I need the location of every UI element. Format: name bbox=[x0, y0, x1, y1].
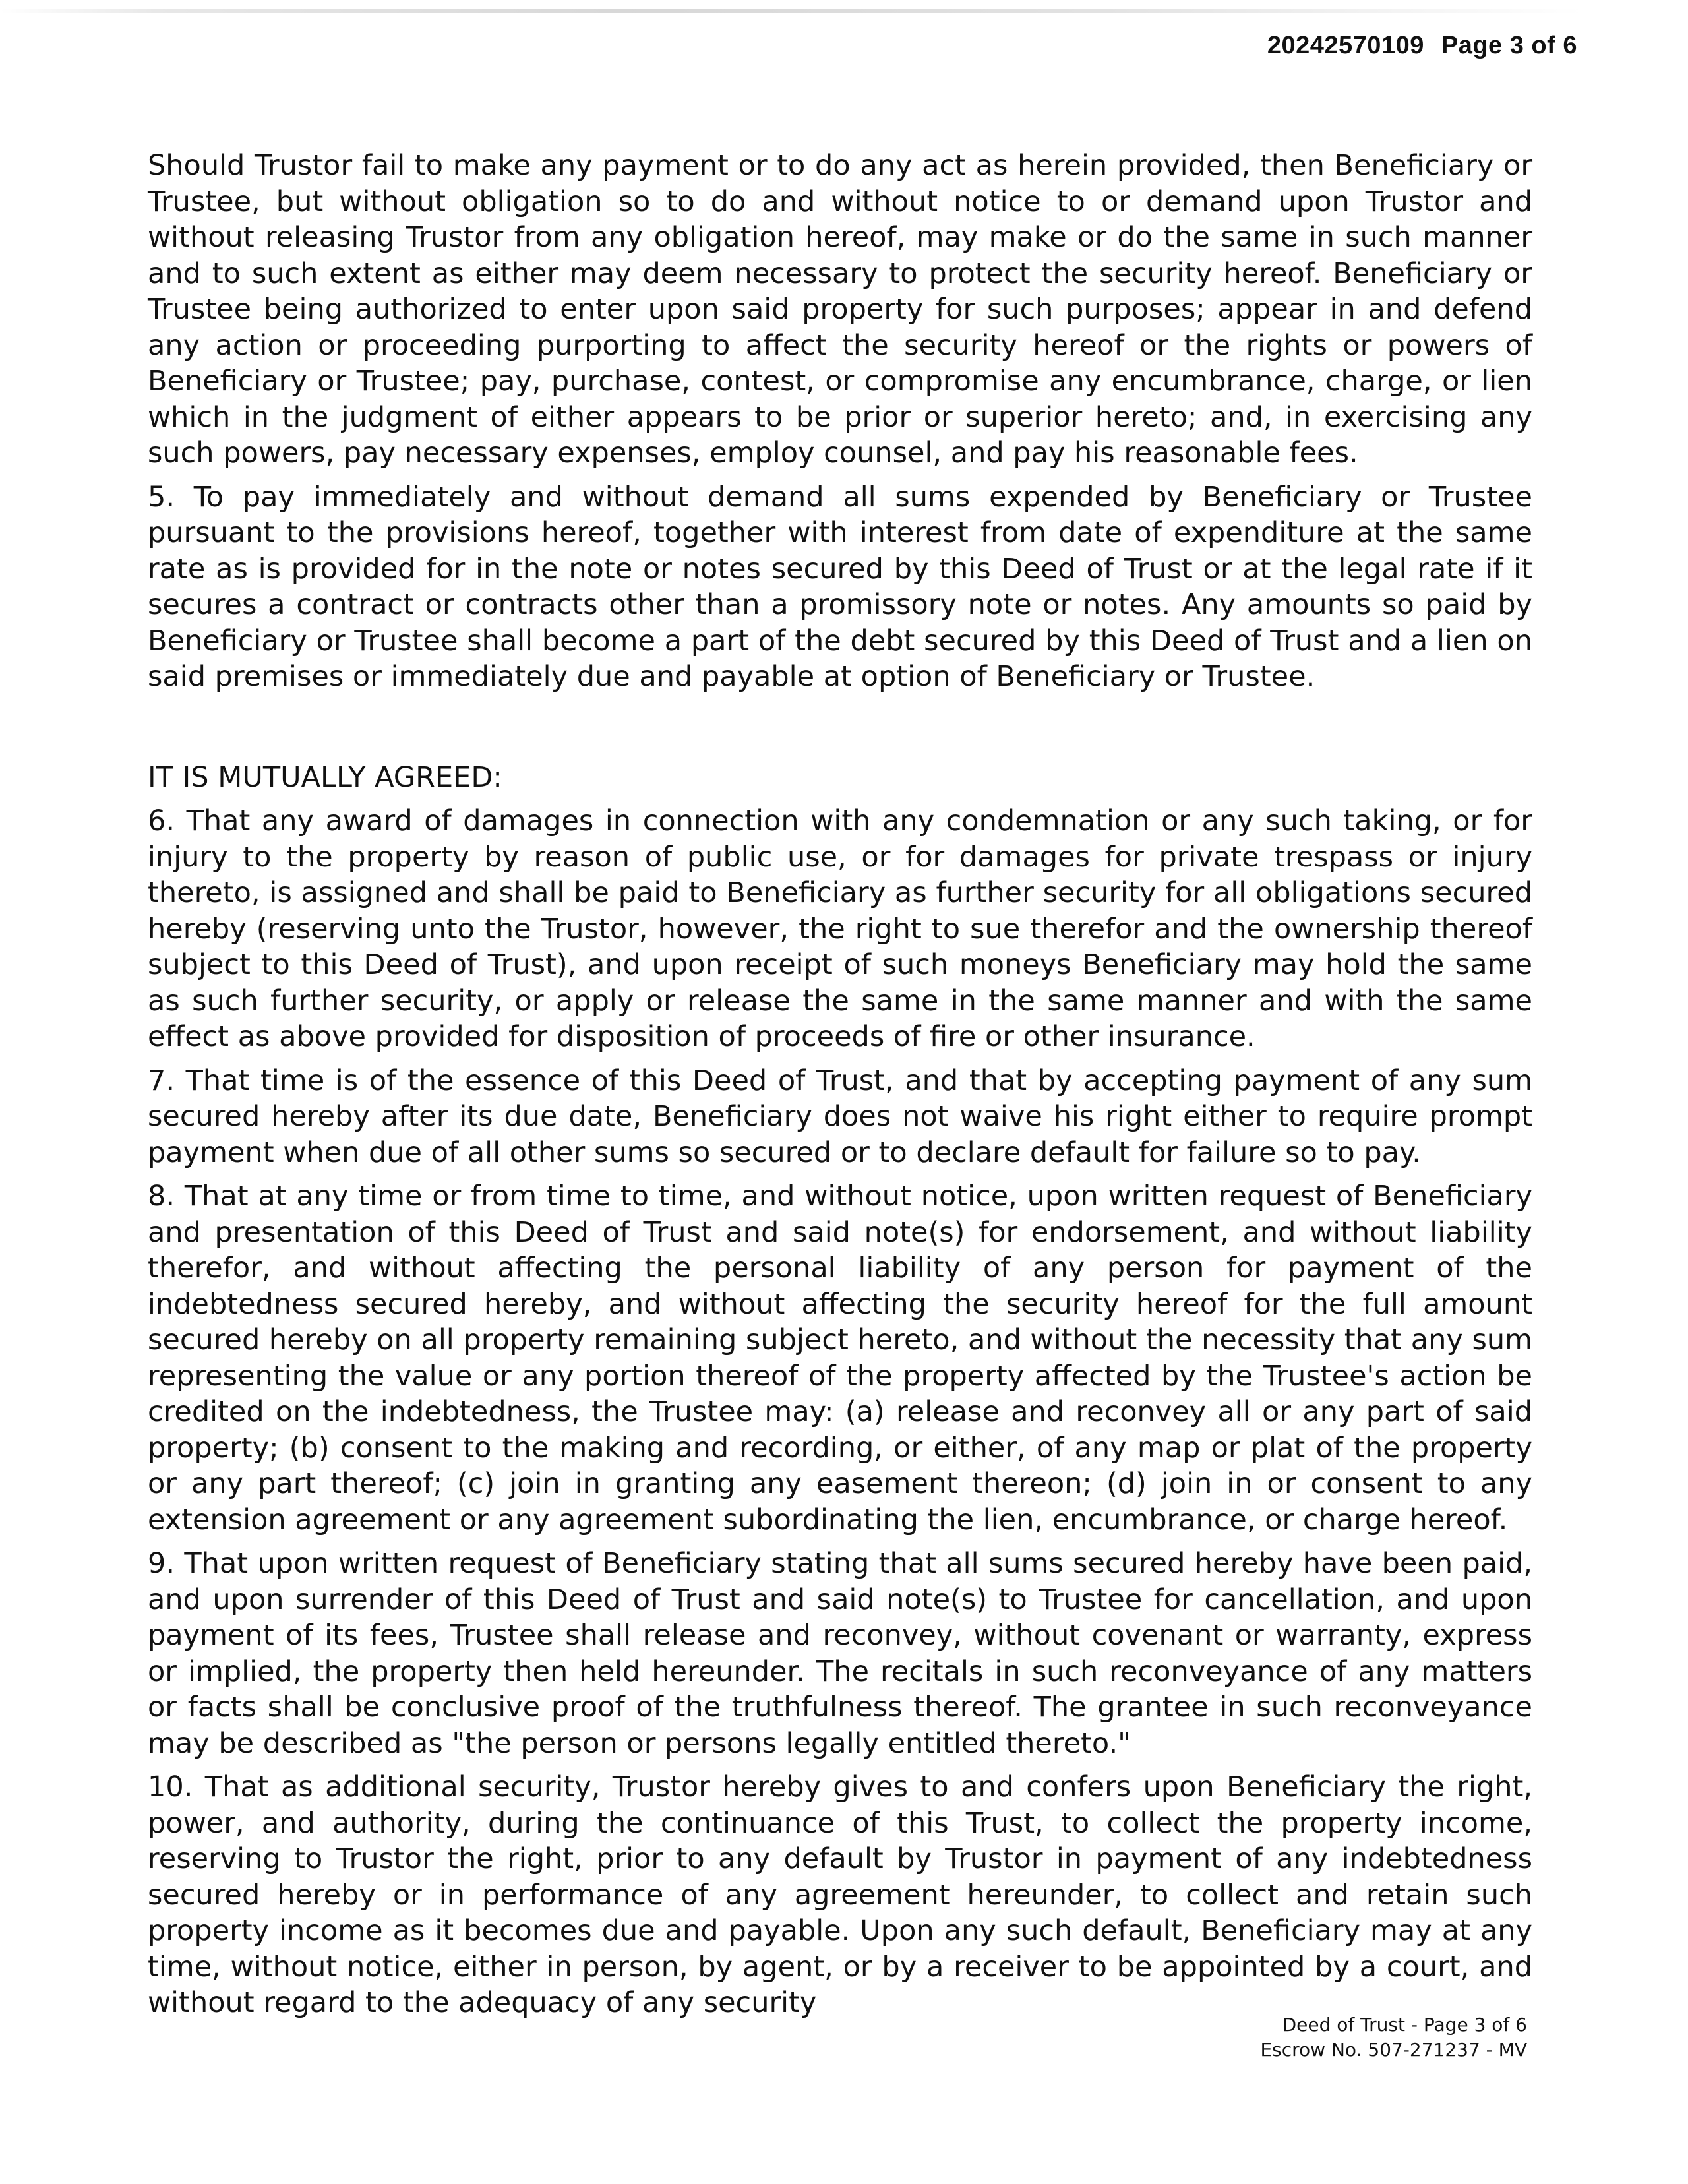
scan-artifact-line bbox=[0, 9, 1582, 13]
document-number: 20242570109 bbox=[1267, 32, 1424, 59]
section-heading: IT IS MUTUALLY AGREED: bbox=[148, 760, 502, 794]
document-body bbox=[148, 148, 1532, 2029]
recording-header bbox=[1267, 32, 1577, 60]
page-indicator: Page 3 of 6 bbox=[1441, 32, 1577, 59]
footer-page-line: Deed of Trust - Page 3 of 6 bbox=[1282, 2014, 1527, 2036]
clause-9: 9. That upon written request of Beneficiary stating that all sums secured hereby have been paid, and upon surrender of this Deed of Trust and said note(s) to Trustee for cancellation, and upon payment of its fees, Trustee shall release and reconvey, without covenant or warranty, express or implied, the property then held hereunder. The recitals in such reconveyance of any matters or facts shall be conclusive proof of the truthfulness thereof. The grantee in such reconveyance may be described as "the person or persons legally entitled thereto." bbox=[148, 1547, 1532, 1760]
paragraph-continued: Should Trustor fail to make any payment or to do any act as herein provided, then Beneficiary or Trustee, but without obligation so to do and without notice to or demand upon Trustor and without releasing Trustor from any obligation hereof, may make or do the same in such manner and to such extent as either may deem necessary to protect the security hereof. Beneficiary or Trustee being authorized to enter upon said property for such purposes; appear in and defend any action or proceeding purporting to affect the security hereof or the rights or powers of Beneficiary or Trustee; pay, purchase, contest, or compromise any encumbrance, charge, or lien which in the judgment of either appears to be prior or superior hereto; and, in exercising any such powers, pay necessary expenses, employ counsel, and pay his reasonable fees. bbox=[148, 149, 1532, 470]
page-footer bbox=[1260, 2013, 1527, 2063]
clause-8: 8. That at any time or from time to time, and without notice, upon written request of Beneficiary and presentation of this Deed of Trust and said note(s) for endorsement, and without liability therefor, and without affecting the personal liability of any person for payment of the indebtedness secured hereby, and without affecting the security hereof for the full amount secured hereby on all property remaining subject hereto, and without the necessity that any sum representing the value or any portion thereof of the property affected by the Trustee's action be credited on the indebtedness, the Trustee may: (a) release and reconvey all or any part of said property; (b) consent to the making and recording, or either, of any map or plat of the property or any part thereof; (c) join in granting any easement thereon; (d) join in or consent to any extension agreement or any agreement subordinating the lien, encumbrance, or charge hereof. bbox=[148, 1180, 1532, 1536]
footer-escrow-line: Escrow No. 507-271237 - MV bbox=[1260, 2039, 1527, 2061]
clause-10: 10. That as additional security, Trustor hereby gives to and confers upon Beneficiary the right, power, and authority, during the continuance of this Trust, to collect the property income, reserving to Trustor the right, prior to any default by Trustor in payment of any indebtedness secured hereby or in performance of any agreement hereunder, to collect and retain such property income as it becomes due and payable. Upon any such default, Beneficiary may at any time, without notice, either in person, by agent, or by a receiver to be appointed by a court, and without regard to the adequacy of any security bbox=[148, 1771, 1532, 2019]
clause-5: 5. To pay immediately and without demand all sums expended by Beneficiary or Trustee pursuant to the provisions hereof, together with interest from date of expenditure at the same rate as is provided for in the note or notes secured by this Deed of Trust or at the legal rate if it secures a contract or contracts other than a promissory note or notes. Any amounts so paid by Beneficiary or Trustee shall become a part of the debt secured by this Deed of Trust and a lien on said premises or immediately due and payable at option of Beneficiary or Trustee. bbox=[148, 480, 1532, 693]
clause-6: 6. That any award of damages in connection with any condemnation or any such taking, or for injury to the property by reason of public use, or for damages for private trespass or injury thereto, is assigned and shall be paid to Beneficiary as further security for all obligations secured hereby (reserving unto the Trustor, however, the right to sue therefor and the ownership thereof subject to this Deed of Trust), and upon receipt of such moneys Beneficiary may hold the same as such further security, or apply or release the same in the same manner and with the same effect as above provided for disposition of proceeds of fire or other insurance. bbox=[148, 804, 1532, 1053]
clause-7: 7. That time is of the essence of this Deed of Trust, and that by accepting payment of any sum secured hereby after its due date, Beneficiary does not waive his right either to require prompt payment when due of all other sums so secured or to declare default for failure so to pay. bbox=[148, 1064, 1532, 1169]
